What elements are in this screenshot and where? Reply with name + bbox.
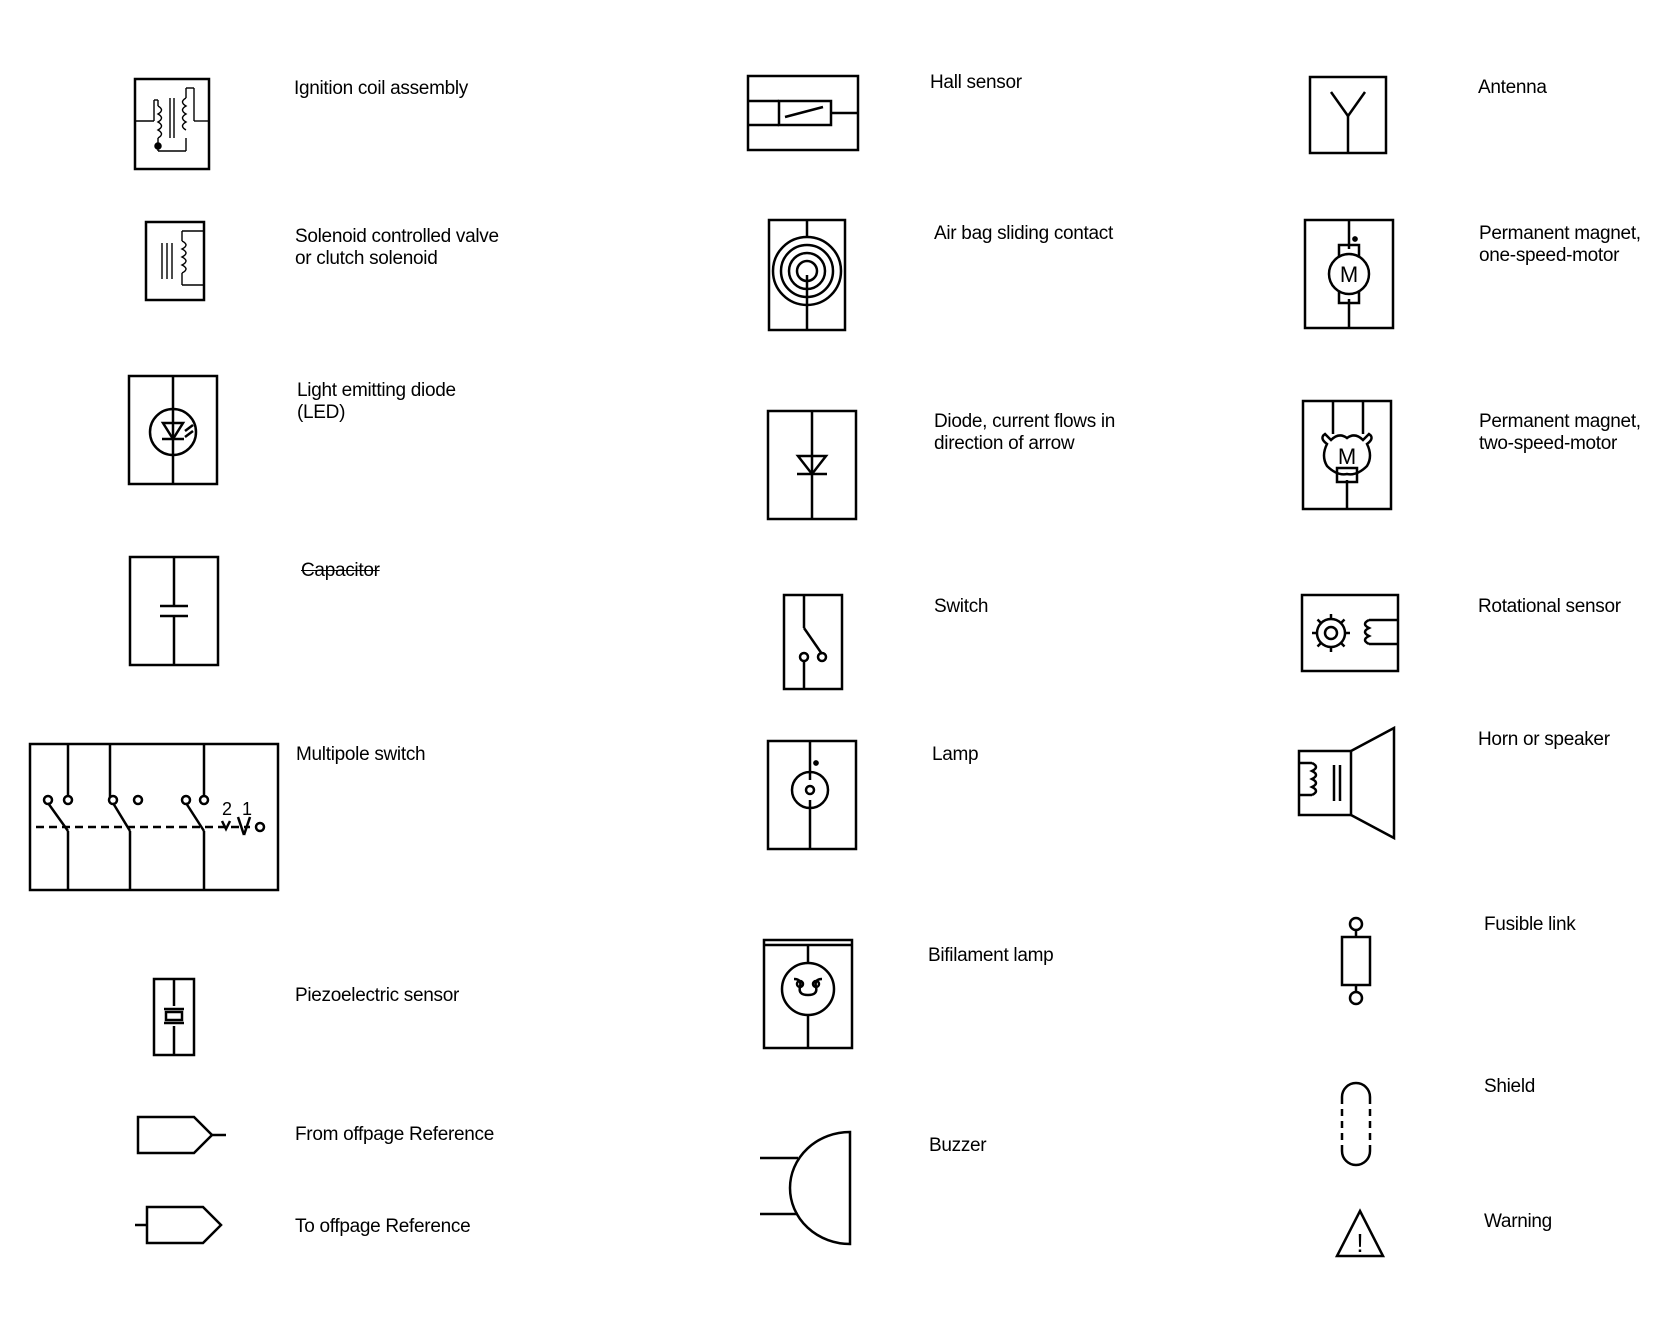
motor-one-speed-icon <box>1301 217 1397 331</box>
diode-icon <box>764 408 860 522</box>
buzzer-icon <box>758 1128 856 1248</box>
from-offpage-icon <box>136 1114 228 1156</box>
airbag-contact-icon <box>766 217 848 333</box>
shield-label: Shield <box>1484 1076 1536 1097</box>
antenna-label: Antenna <box>1478 77 1547 98</box>
capacitor-label: Capacitor <box>301 560 380 581</box>
motor-one-speed-letter: M <box>1339 262 1359 287</box>
motor-one-speed-label: Permanent magnet, one-speed-motor <box>1479 223 1641 266</box>
multipole-position-1: 1 <box>242 799 253 819</box>
warning-label: Warning <box>1484 1211 1552 1232</box>
to-offpage-icon <box>133 1204 225 1246</box>
piezo-sensor-icon <box>151 976 199 1058</box>
fusible-link-label: Fusible link <box>1484 914 1576 935</box>
motor-two-speed-label: Permanent magnet, two-speed-motor <box>1479 411 1641 454</box>
solenoid-valve-label: Solenoid controlled valve or clutch solenoid <box>295 226 499 269</box>
led-icon <box>125 373 221 489</box>
multipole-switch-label: Multipole switch <box>296 744 426 765</box>
buzzer-label: Buzzer <box>929 1135 987 1156</box>
hall-sensor-icon <box>745 73 861 153</box>
solenoid-valve-icon <box>142 219 208 305</box>
from-offpage-label: From offpage Reference <box>295 1124 494 1145</box>
diode-label: Diode, current flows in direction of arrow <box>934 411 1116 454</box>
switch-icon <box>780 592 846 692</box>
rotational-sensor-icon <box>1299 592 1401 674</box>
motor-two-speed-letter: M <box>1337 444 1357 469</box>
lamp-label: Lamp <box>932 744 979 765</box>
lamp-icon <box>764 738 860 852</box>
shield-icon <box>1336 1075 1376 1173</box>
horn-speaker-icon <box>1296 725 1398 841</box>
fusible-link-icon <box>1336 915 1376 1007</box>
bifilament-lamp-icon <box>760 937 856 1051</box>
piezo-sensor-label: Piezoelectric sensor <box>295 985 460 1006</box>
rotational-sensor-label: Rotational sensor <box>1478 596 1621 617</box>
airbag-contact-label: Air bag sliding contact <box>934 223 1113 244</box>
ignition-coil-icon <box>130 76 214 174</box>
antenna-icon <box>1307 74 1389 156</box>
switch-label: Switch <box>934 596 989 617</box>
warning-icon <box>1334 1208 1386 1260</box>
motor-two-speed-icon <box>1299 398 1395 512</box>
multipole-switch-icon <box>26 741 282 893</box>
capacitor-icon <box>126 554 222 668</box>
bifilament-lamp-label: Bifilament lamp <box>928 945 1054 966</box>
to-offpage-label: To offpage Reference <box>295 1216 471 1237</box>
multipole-position-2: 2 <box>222 799 233 819</box>
led-label: Light emitting diode (LED) <box>297 380 456 423</box>
horn-speaker-label: Horn or speaker <box>1478 729 1610 750</box>
hall-sensor-label: Hall sensor <box>930 72 1022 93</box>
warning-mark: ! <box>1356 1228 1364 1258</box>
ignition-coil-label: Ignition coil assembly <box>294 78 468 99</box>
